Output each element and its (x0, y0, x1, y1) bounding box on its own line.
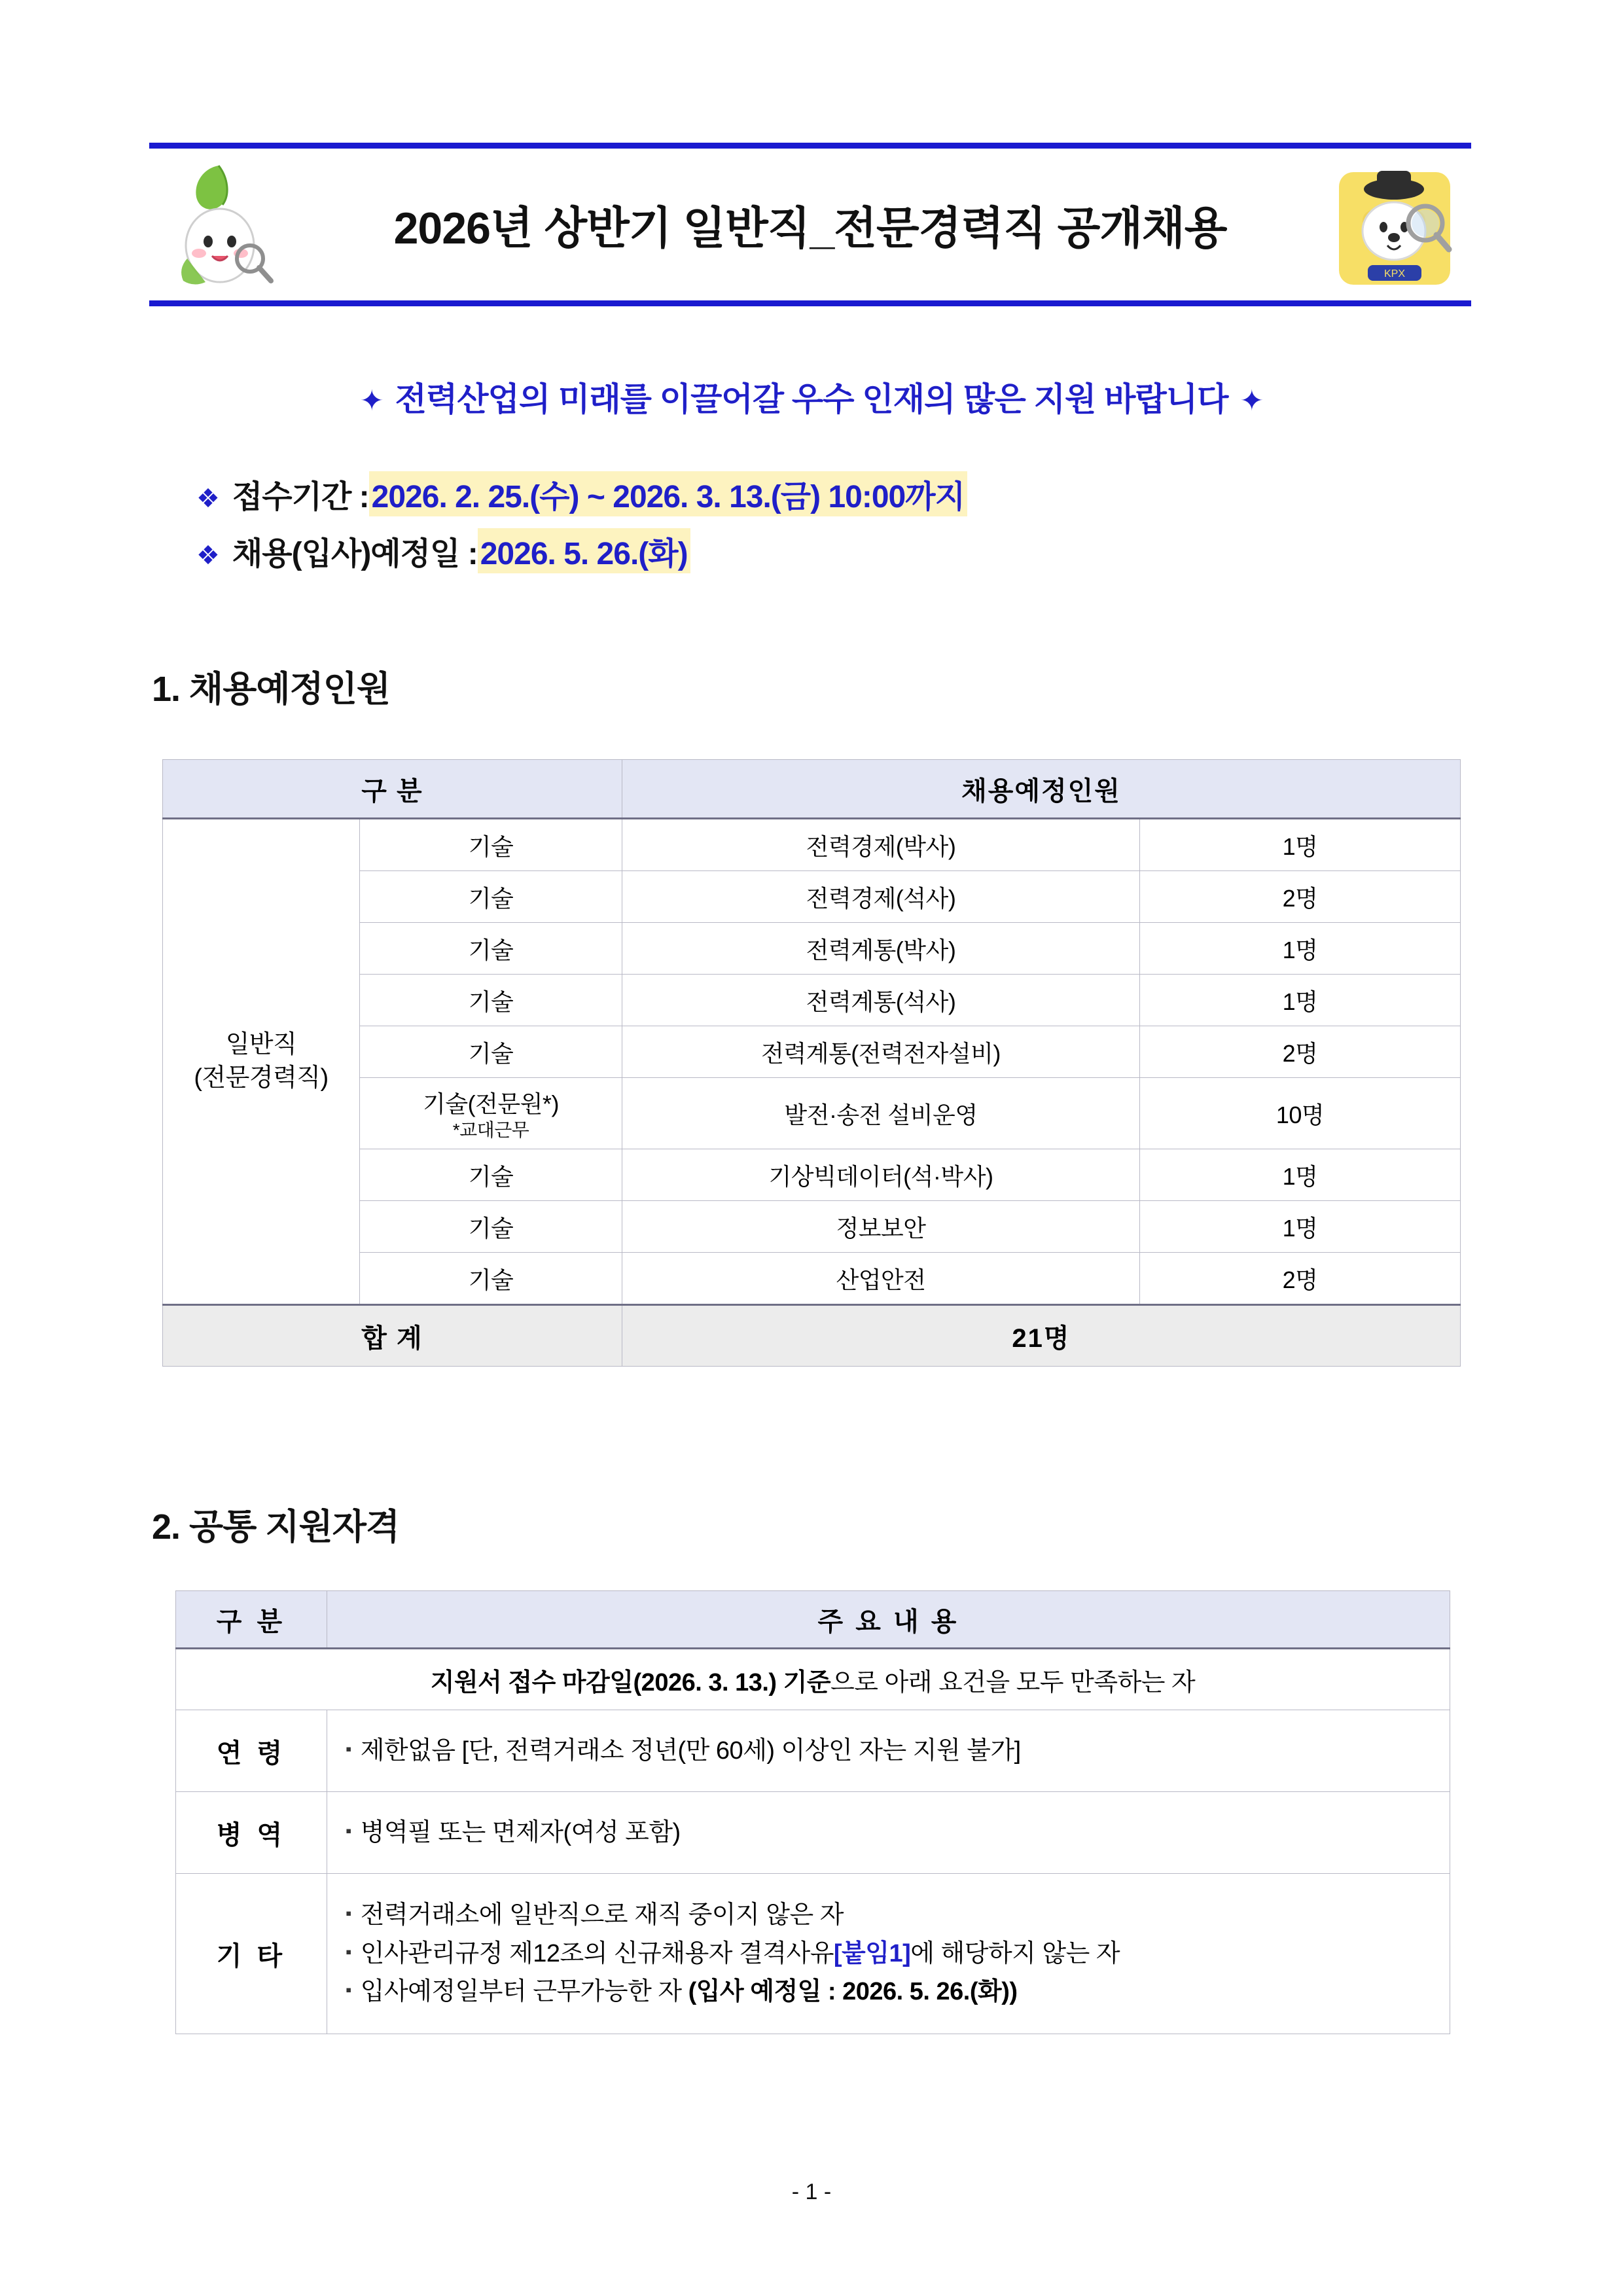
header-rule-bottom (149, 300, 1471, 306)
table-row (176, 1710, 1450, 1792)
table1-row1-count: 2명 (1140, 871, 1461, 923)
table1-header-division: 구 분 (163, 760, 622, 819)
list-item-text: 병역필 또는 면제자(여성 포함) (360, 1818, 681, 1846)
table-row (163, 819, 1461, 871)
key-info-line-application-period (196, 471, 1492, 516)
table1-row6-count: 1명 (1140, 1149, 1461, 1201)
group-label-line1: 일반직 (225, 1030, 297, 1058)
table1-total-row (163, 1305, 1461, 1367)
table1-header-count: 채용예정인원 (622, 760, 1461, 819)
table1-row2-type: 기술 (360, 923, 622, 975)
table-header-row (163, 760, 1461, 819)
table1-row7-count: 1명 (1140, 1201, 1461, 1253)
table1-row8-field: 산업안전 (622, 1253, 1140, 1305)
table1-row7-field: 정보보안 (622, 1201, 1140, 1253)
table2-note-row (176, 1649, 1450, 1710)
section-2-heading: 2. 공통 지원자격 (152, 1507, 400, 1547)
slogan (0, 373, 1623, 420)
table2-row1-label: 병 역 (176, 1792, 327, 1874)
list-item (346, 1973, 1443, 2011)
svg-text:KPX: KPX (1383, 268, 1406, 279)
table1-row7-type: 기술 (360, 1201, 622, 1253)
table1-row0-count: 1명 (1140, 819, 1461, 871)
table1-group-label (163, 819, 360, 1305)
common-qualification-table (175, 1590, 1450, 2034)
list-item-text: 제한없음 [단, 전력거래소 정년(만 60세) 이상인 자는 지원 불가] (360, 1736, 1021, 1765)
table1-row6-type: 기술 (360, 1149, 622, 1201)
table1-row6-field: 기상빅데이터(석·박사) (622, 1149, 1140, 1201)
list-item-text: 전력거래소에 일반직으로 재직 중이지 않은 자 (360, 1901, 844, 1929)
table1-row5-count: 10명 (1140, 1078, 1461, 1149)
key-info-line-hire-date (196, 528, 1492, 573)
attachment-1-link[interactable]: [붙임1] (833, 1939, 911, 1967)
table2-row2-content (327, 1874, 1450, 2034)
table1-row4-count: 2명 (1140, 1026, 1461, 1078)
star-right-icon: ✦ (1240, 385, 1264, 417)
slogan-text: 전력산업의 미래를 이끌어갈 우수 인재의 많은 지원 바랍니다 (395, 381, 1228, 418)
list-item (346, 1814, 1443, 1852)
table1-row1-field: 전력경제(석사) (622, 871, 1140, 923)
header-inner (149, 149, 1471, 300)
square-bullet-icon: ▪ (346, 1941, 351, 1962)
detective-bear-mascot-icon (1334, 160, 1458, 291)
table1-row5-field: 발전·송전 설비운영 (622, 1078, 1140, 1149)
star-left-icon: ✦ (359, 385, 383, 417)
square-bullet-icon: ▪ (346, 1903, 351, 1923)
table-header-row (176, 1591, 1450, 1649)
page-footer: - 1 - (791, 2179, 832, 2204)
application-period-label: 접수기간 : (232, 480, 369, 514)
table1-row0-field: 전력경제(박사) (622, 819, 1140, 871)
table1-row5-type-note: *교대근무 (452, 1119, 529, 1140)
table2-row1-content (327, 1792, 1450, 1874)
table1-row3-field: 전력계통(석사) (622, 975, 1140, 1026)
hire-date-value: 2026. 5. 26.(화) (478, 528, 690, 573)
table1-row5-type (360, 1078, 622, 1149)
list-item-text-bold: (입사 예정일 : 2026. 5. 26.(화)) (688, 1978, 1018, 2006)
page-title: 2026년 상반기 일반직_전문경력직 공개채용 (393, 203, 1227, 253)
list-item-text-post: 에 해당하지 않는 자 (910, 1939, 1120, 1967)
table1-row4-field: 전력계통(전력전자설비) (622, 1026, 1140, 1078)
list-item (346, 1732, 1443, 1770)
table2-row0-content (327, 1710, 1450, 1792)
table1-row3-count: 1명 (1140, 975, 1461, 1026)
table1-row1-type: 기술 (360, 871, 622, 923)
section-1-heading: 1. 채용예정인원 (152, 670, 391, 709)
table1-total-label: 합 계 (163, 1305, 622, 1367)
square-bullet-icon: ▪ (346, 1820, 351, 1840)
application-period-value: 2026. 2. 25.(수) ~ 2026. 3. 13.(금) 10:00까지 (369, 471, 967, 516)
hire-date-label: 채용(입사)예정일 : (232, 537, 478, 571)
table1-row5-type-text: 기술(전문원*) (423, 1090, 559, 1117)
square-bullet-icon: ▪ (346, 1738, 351, 1759)
list-item (346, 1935, 1443, 1973)
list-item (346, 1896, 1443, 1935)
table2-header-content: 주 요 내 용 (327, 1591, 1450, 1649)
list-item-text: 입사예정일부터 근무가능한 자 (360, 1978, 688, 2006)
table2-row2-label: 기 타 (176, 1874, 327, 2034)
table2-note-pre: 지원서 접수 마감일(2026. 3. 13.) 기준 (430, 1668, 831, 1696)
table1-row3-type: 기술 (360, 975, 622, 1026)
table1-row2-field: 전력계통(박사) (622, 923, 1140, 975)
key-info-block (196, 471, 1492, 585)
table2-note-cell (176, 1649, 1450, 1710)
table1-row0-type: 기술 (360, 819, 622, 871)
header-rule-top (149, 143, 1471, 149)
table1-row8-type: 기술 (360, 1253, 622, 1305)
table1-row8-count: 2명 (1140, 1253, 1461, 1305)
diamond-bullet-icon: ❖ (196, 484, 219, 513)
table-row (176, 1874, 1450, 2034)
list-item-text: 인사관리규정 제12조의 신규채용자 결격사유 (360, 1939, 834, 1967)
document-header (149, 143, 1471, 306)
table2-row0-label: 연 령 (176, 1710, 327, 1792)
table1-row2-count: 1명 (1140, 923, 1461, 975)
table1-row4-type: 기술 (360, 1026, 622, 1078)
green-sprout-mascot-icon (168, 160, 279, 291)
table1-total-value: 21명 (622, 1305, 1461, 1367)
group-label-line2: (전문경력직) (194, 1064, 329, 1092)
square-bullet-icon: ▪ (346, 1980, 351, 2000)
table2-header-division: 구 분 (176, 1591, 327, 1649)
table-row (176, 1792, 1450, 1874)
hiring-plan-table (162, 759, 1461, 1367)
table2-note-post: 으로 아래 요건을 모두 만족하는 자 (830, 1668, 1196, 1696)
diamond-bullet-icon: ❖ (196, 541, 219, 570)
